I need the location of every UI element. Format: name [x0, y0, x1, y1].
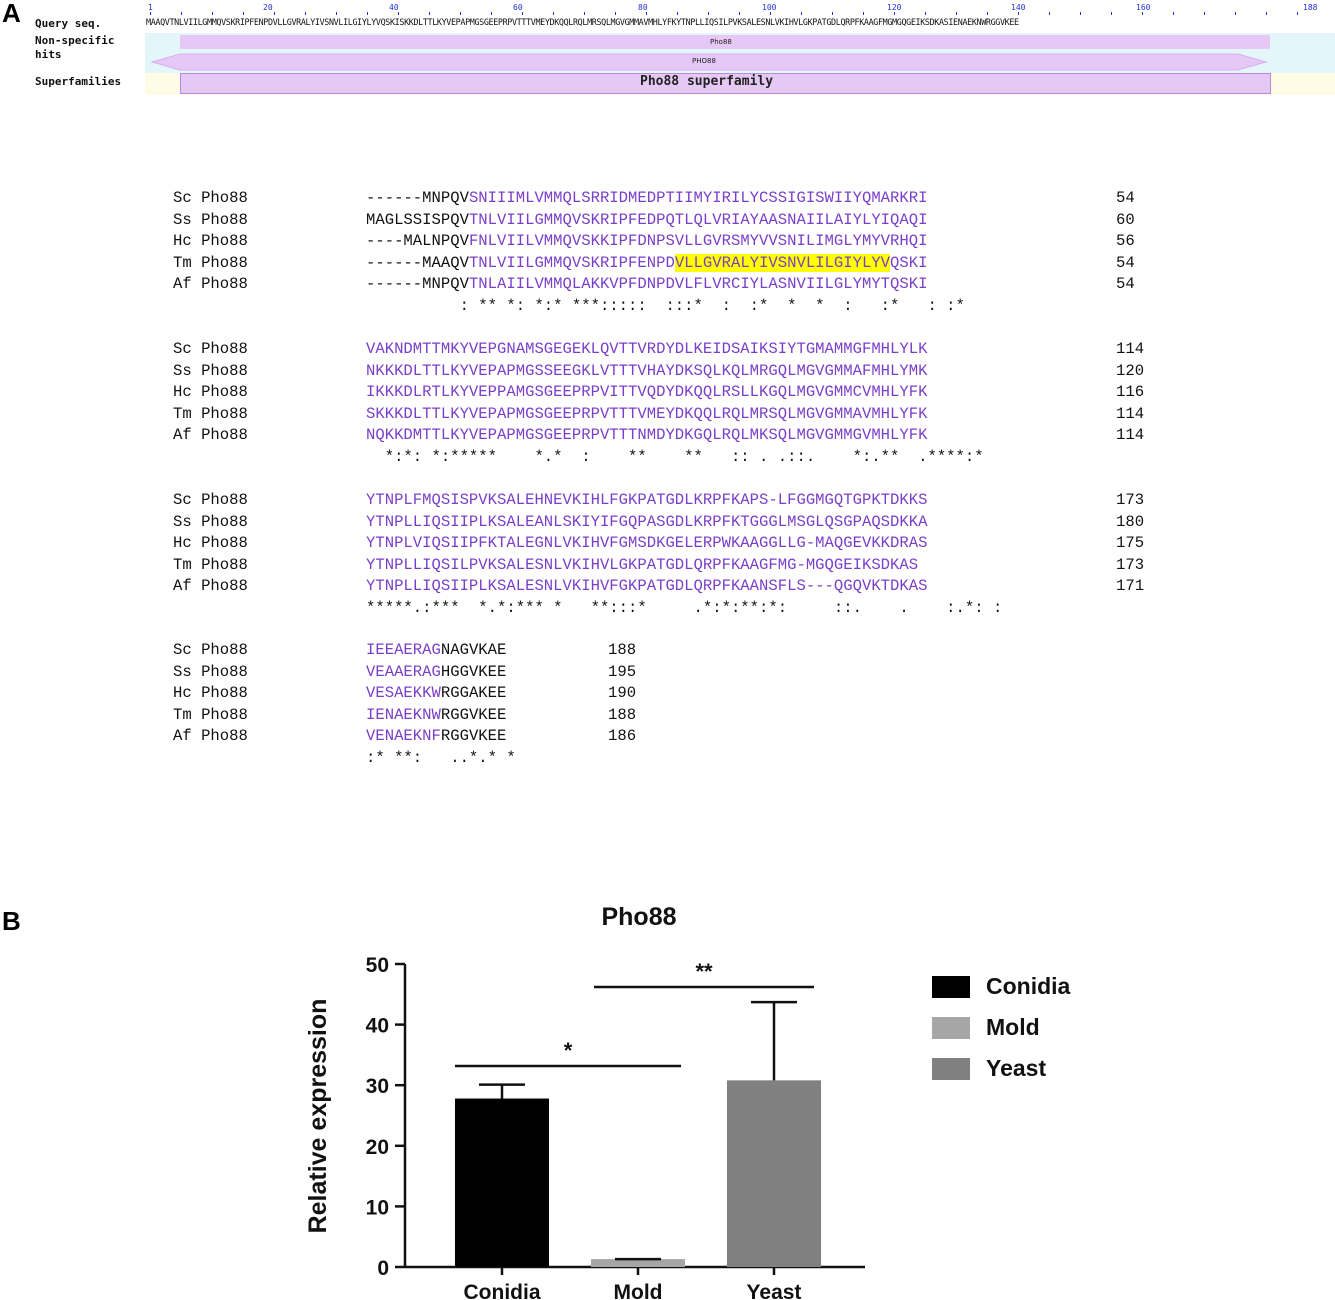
nonspecific-hits-label-2: hits — [35, 48, 62, 61]
alignment-end-position: 175 — [1116, 534, 1145, 553]
pho88-hit-label: Pho88 — [710, 38, 732, 46]
species-code: Hc — [173, 684, 192, 703]
sequence-segment: RGGVKEE — [440, 727, 507, 746]
species-code: Tm — [173, 555, 192, 574]
sequence-segment: YTNPLFMQSISPVKSALEHNEVKIHLFGKPATGDLKRPFKAPS-LFGGMGQTGPKTDKKS — [366, 491, 928, 509]
sequence-segment: YTNPLLIQSIIPLKSALEANLSKIYIFGQPASGDLKRPFKTGGGLMSGLQSGPAQSDKKA — [366, 512, 928, 531]
species-code: Hc — [173, 232, 192, 251]
y-axis-label: Relative expression — [304, 998, 332, 1234]
alignment-end-position: 116 — [1116, 383, 1145, 402]
species-code: Af — [173, 727, 192, 746]
alignment-end-position: 54 — [1116, 189, 1135, 207]
gene-name: Pho88 — [201, 189, 248, 207]
alignment-end-position: 195 — [608, 662, 637, 681]
legend-item-conidia — [932, 973, 1070, 1000]
ruler-tick-label: 60 — [513, 3, 523, 12]
gene-name: Pho88 — [201, 512, 248, 531]
gene-name: Pho88 — [201, 684, 248, 703]
ruler-tick-label: 120 — [887, 3, 902, 12]
alignment-end-position: 180 — [1116, 512, 1145, 531]
x-tick-label: Conidia — [463, 1281, 541, 1300]
sequence-segment: TNLAIILVMMQLAKKVPFDNPDVLFLVRCIYLASNVIILGLYMYTQSKI — [468, 275, 928, 294]
sequence-segment: IEEAERAG — [366, 641, 441, 659]
sequence-segment: ------MAAQV — [366, 253, 469, 272]
species-code: Tm — [173, 253, 192, 272]
bar-conidia — [455, 1099, 549, 1267]
y-tick-label: 10 — [365, 1196, 389, 1220]
sequence-segment: VEAAERAG — [366, 662, 441, 681]
sequence-segment: HGGVKEE — [440, 662, 507, 681]
y-tick-label: 20 — [365, 1135, 389, 1159]
significance-marker: * — [563, 1038, 573, 1063]
gene-name: Pho88 — [201, 534, 248, 553]
sequence-segment: ------MNPQV — [366, 275, 469, 294]
consensus-line: *:*: *:***** *.* : ** ** :: . .::. *:.** .****:* — [366, 448, 984, 466]
legend-item-yeast — [932, 1055, 1046, 1082]
x-tick-label: Yeast — [746, 1281, 802, 1300]
superfamilies-label: Superfamilies — [35, 75, 122, 88]
sequence-segment: NQKKDMTTLKYVEPAPMGSGEEPRPVTTTNMDYDKGQLRQLMKSQLMGVGMMGVMHLYFK — [366, 426, 928, 445]
gene-name: Pho88 — [201, 253, 248, 272]
sequence-segment: FNLVIILVMMQVSKKIPFDNPSVLLGVRSMYVVSNILIMGLYMYVRHQI — [468, 232, 928, 251]
bar-yeast — [727, 1080, 821, 1267]
pho088-hit-label: PHO88 — [692, 57, 716, 65]
species-code: Af — [173, 577, 192, 596]
sequence-segment: YTNPLLIQSIIPLKSALESNLVKIHVFGKPATGDLQRPFKAANSFLS---QGQVKTDKAS — [366, 577, 928, 596]
highlighted-region: VLLGVRALYIVSNVLILGIYLYV — [674, 253, 891, 272]
gene-name: Pho88 — [201, 340, 248, 358]
species-code: Sc — [173, 641, 192, 659]
legend-swatch — [932, 1058, 970, 1080]
x-tick-label: Mold — [613, 1281, 663, 1300]
alignment-end-position: 188 — [608, 705, 637, 724]
sequence-segment: YTNPLLIQSILPVKSALESNLVKIHVLGKPATGDLQRPFKAAGFMG-MGQGEIKSDKAS — [366, 555, 919, 574]
sequence-segment: ------MNPQV — [366, 189, 469, 207]
alignment-end-position: 173 — [1116, 555, 1145, 574]
species-code: Hc — [173, 383, 192, 402]
alignment-end-position: 60 — [1116, 210, 1135, 229]
sequence-segment: SNIIIMLVMMQLSRRIDMEDPTIIMYIRILYCSSIGISWIIYQMARKRI — [468, 189, 928, 207]
legend-label: Mold — [986, 1014, 1040, 1040]
alignment-end-position: 188 — [608, 641, 637, 659]
species-code: Ss — [173, 662, 192, 681]
ruler-tick-label: 100 — [762, 3, 777, 12]
sequence-segment: MAGLSSISPQV — [366, 210, 469, 229]
gene-name: Pho88 — [201, 662, 248, 681]
sequence-segment: VAKNDMTTMKYVEPGNAMSGEGEKLQVTTVRDYDLKEIDSAIKSIYTGMAMMGFMHLYLK — [366, 340, 928, 358]
sequence-segment: QSKI — [890, 253, 928, 272]
y-tick-label: 40 — [365, 1014, 389, 1038]
species-code: Ss — [173, 210, 192, 229]
species-code: Sc — [173, 340, 192, 358]
species-code: Sc — [173, 189, 192, 207]
significance-marker: ** — [695, 959, 713, 984]
alignment-end-position: 54 — [1116, 253, 1135, 272]
chart-title: Pho88 — [601, 903, 677, 931]
ruler-tick-label: 160 — [1136, 3, 1151, 12]
ruler-tick-label: 188 — [1303, 3, 1318, 12]
sequence-segment: SKKKDLTTLKYVEPAPMGSGEEPRPVTTTVMEYDKQQLRQLMRSQLMGVGMMAVMHLYFK — [366, 404, 928, 423]
legend-label: Yeast — [986, 1055, 1047, 1081]
sequence-segment: ----MALNPQV — [366, 232, 469, 251]
sequence-segment: VESAEKKW — [366, 684, 441, 703]
gene-name: Pho88 — [201, 577, 248, 596]
ruler-tick-label: 20 — [263, 3, 273, 12]
alignment-end-position: 120 — [1116, 361, 1145, 380]
species-code: Sc — [173, 491, 192, 509]
species-code: Tm — [173, 404, 192, 423]
gene-name: Pho88 — [201, 404, 248, 423]
gene-name: Pho88 — [201, 361, 248, 380]
sequence-segment: NKKKDLTTLKYVEPAPMGSSEEGKLVTTTVHAYDKSQLKQLMRGQLMGVGMMAFMHLYMK — [366, 361, 928, 380]
ruler-tick-label: 1 — [148, 3, 153, 12]
ruler-tick-label: 80 — [638, 3, 648, 12]
alignment-end-position: 54 — [1116, 275, 1135, 294]
y-tick-label: 30 — [365, 1075, 389, 1099]
species-code: Af — [173, 426, 192, 445]
gene-name: Pho88 — [201, 426, 248, 445]
gene-name: Pho88 — [201, 383, 248, 402]
ruler-tick-label: 40 — [389, 3, 399, 12]
y-tick-label: 50 — [365, 954, 389, 977]
species-code: Tm — [173, 705, 192, 724]
gene-name: Pho88 — [201, 491, 248, 509]
sequence-segment: VENAEKNF — [366, 727, 441, 746]
alignment-end-position: 114 — [1116, 340, 1145, 358]
alignment-end-position: 114 — [1116, 426, 1145, 445]
legend-label: Conidia — [986, 973, 1071, 999]
legend-item-mold — [932, 1014, 1040, 1041]
panel-b-letter: B — [2, 906, 21, 936]
consensus-line: *****.:*** *.*:*** * **:::* .*:*:**:*: ::. . :.*: : — [366, 599, 1003, 617]
species-code: Hc — [173, 534, 192, 553]
sequence-segment: RGGAKEE — [440, 684, 507, 703]
ruler-tick-label: 140 — [1011, 3, 1026, 12]
panel-a-letter: A — [2, 0, 21, 28]
species-code: Ss — [173, 512, 192, 531]
gene-name: Pho88 — [201, 210, 248, 229]
y-tick-label: 0 — [377, 1257, 389, 1280]
sequence-segment: TNLVIILGMMQVSKRIPFENPD — [468, 253, 675, 272]
species-code: Af — [173, 275, 192, 294]
sequence-segment: IKKKDLRTLKYVEPPAMGSGEEPRPVITTVQDYDKQQLRSLLKGQLMGVGMMCVMHLYFK — [366, 383, 928, 402]
gene-name: Pho88 — [201, 232, 248, 251]
gene-name: Pho88 — [201, 705, 248, 724]
nonspecific-hits-label-1: Non-specific — [35, 34, 115, 47]
legend-swatch — [932, 1017, 970, 1039]
consensus-line: : ** *: *:* ***::::: :::* : :* * * : :* : :* — [366, 297, 965, 315]
superfamily-label: Pho88 superfamily — [640, 74, 774, 89]
alignment-end-position: 173 — [1116, 491, 1145, 509]
legend-swatch — [932, 976, 970, 998]
gene-name: Pho88 — [201, 555, 248, 574]
sequence-segment: IENAEKNW — [366, 705, 441, 724]
gene-name: Pho88 — [201, 641, 248, 659]
gene-name: Pho88 — [201, 727, 248, 746]
consensus-line: :* **: ..*.* * — [366, 749, 516, 767]
alignment-end-position: 190 — [608, 684, 637, 703]
alignment-end-position: 56 — [1116, 232, 1135, 251]
sequence-segment: TNLVIILGMMQVSKRIPFEDPQTLQLVRIAYAASNAIILAIYLYIQAQI — [468, 210, 928, 229]
species-code: Ss — [173, 361, 192, 380]
alignment-end-position: 171 — [1116, 577, 1145, 596]
alignment-end-position: 114 — [1116, 404, 1145, 423]
query-sequence: MAAQVTNLVIILGMMQVSKRIPFENPDVLLGVRALYIVSNVLILGIYLYVQSKISKKDLTTLKYVEPAPMGSGEEPRPVTTTVMEYDKQQLRQLMRSQLMGVGMMAVMHLYFKYTNPLLIQSILPVKSALESNLVKIHVLGKPATGDLQRPFKAAGFMGMGQGEIKSDKASIENAEKNWRGGVKEE — [146, 17, 1019, 27]
sequence-segment: YTNPLVIQSIIPFKTALEGNLVKIHVFGMSDKGELERPWKAAGGLLG-MAQGEVKKDRAS — [366, 534, 928, 553]
gene-name: Pho88 — [201, 275, 248, 294]
query-seq-label: Query seq. — [35, 17, 102, 30]
alignment-end-position: 186 — [608, 727, 637, 746]
sequence-segment: RGGVKEE — [440, 705, 507, 724]
sequence-segment: NAGVKAE — [440, 641, 507, 659]
